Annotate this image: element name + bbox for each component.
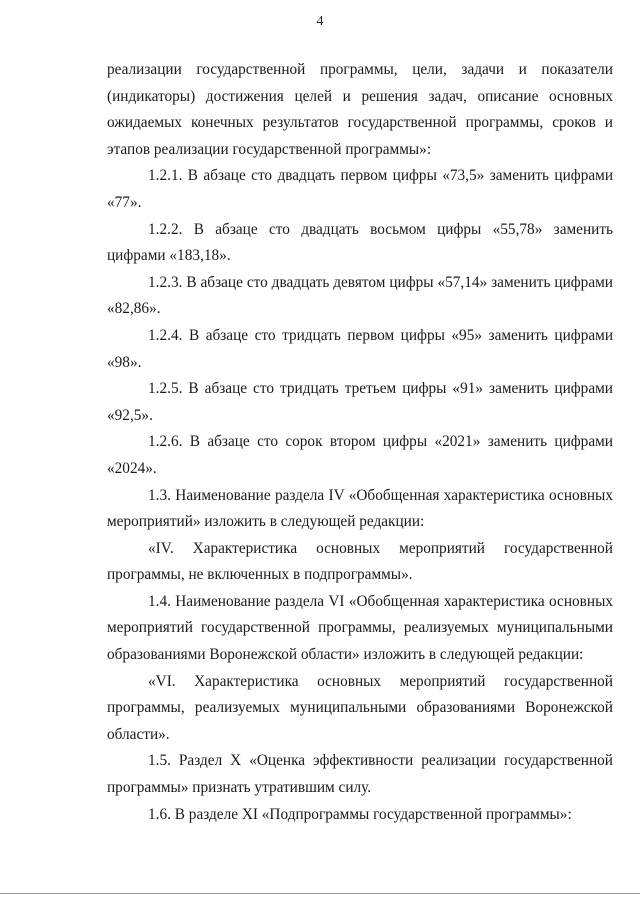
paragraph-continuation: реализации государственной программы, цели, задачи и показатели (индикаторы) достижения целей и решения задач, описание основных ожидаемых конечных результатов государственной программы, сроков и этапов реализации государственной программы»:	[107, 61, 613, 158]
paragraph-1-2-1: 1.2.1. В абзаце сто двадцать первом цифры «73,5» заменить цифрами «77».	[107, 167, 613, 211]
quote-section-vi: «VI. Характеристика основных мероприятий государственной программы, реализуемых муниципальными образованиями Воронежской области».	[107, 672, 613, 743]
document-body	[107, 57, 613, 828]
paragraph-1-2-2: 1.2.2. В абзаце сто двадцать восьмом цифры «55,78» заменить цифрами «183,18».	[107, 220, 613, 265]
paragraph-1-3: 1.3. Наименование раздела IV «Обобщенная характеристика основных мероприятий» изложить в следующей редакции:	[107, 486, 613, 531]
paragraph-1-2-3: 1.2.3. В абзаце сто двадцать девятом цифры «57,14» заменить цифрами «82,86».	[107, 273, 613, 318]
quote-section-iv: «IV. Характеристика основных мероприятий государственной программы, не включенных в подпрограммы».	[107, 539, 613, 584]
paragraph-1-4: 1.4. Наименование раздела VI «Обобщенная характеристика основных мероприятий государственной программы, реализуемых муниципальными образованиями Воронежской области» изложить в следующей редакции:	[107, 592, 613, 664]
page-number: 4	[316, 14, 324, 29]
paragraph-1-2-4: 1.2.4. В абзаце сто тридцать первом цифры «95» заменить цифрами «98».	[107, 326, 613, 371]
page-bottom-edge	[0, 893, 640, 894]
paragraph-1-2-5: 1.2.5. В абзаце сто тридцать третьем цифры «91» заменить цифрами «92,5».	[107, 380, 613, 424]
paragraph-1-6: 1.6. В разделе XI «Подпрограммы государственной программы»:	[148, 805, 572, 823]
paragraph-1-2-6: 1.2.6. В абзаце сто сорок втором цифры «2021» заменить цифрами «2024».	[107, 433, 613, 477]
paragraph-1-5: 1.5. Раздел X «Оценка эффективности реализации государственной программы» признать утратившим силу.	[107, 752, 613, 797]
